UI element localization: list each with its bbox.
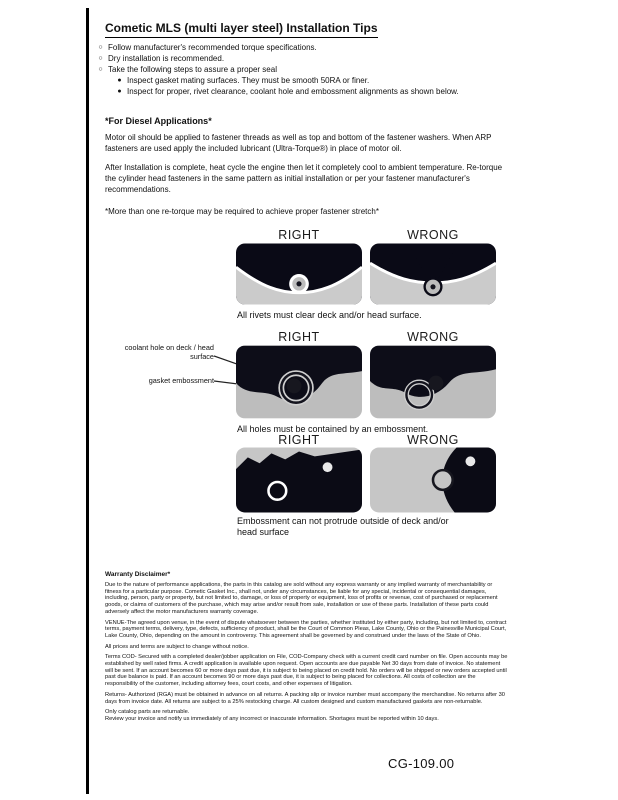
open-bullet-icon: ○ xyxy=(98,55,103,62)
diagram-row3-panels xyxy=(236,447,496,513)
warranty-paragraph: All prices and terms are subject to change without notice. xyxy=(105,643,249,650)
embossment-right-diagram xyxy=(236,447,362,513)
diagram-row1-panels xyxy=(236,243,496,305)
tip-text: Inspect for proper, rivet clearance, coolant hole and embossment alignments as shown below. xyxy=(127,87,459,96)
diagram-row1-labels xyxy=(236,228,496,242)
wrong-label: WRONG xyxy=(407,433,459,447)
right-label: RIGHT xyxy=(278,433,320,447)
wrong-label: WRONG xyxy=(407,228,459,242)
list-item xyxy=(97,75,537,86)
installation-tips-list xyxy=(97,42,537,97)
rivet-clearance-wrong-diagram xyxy=(370,243,496,305)
diagram-row2-panels xyxy=(236,345,496,419)
page-title-text: Cometic MLS (multi layer steel) Installation Tips xyxy=(105,21,378,38)
warranty-disclaimer-section xyxy=(105,571,509,723)
rivet-clearance-right-diagram xyxy=(236,243,362,305)
warranty-paragraph: Returns- Authorized (RGA) must be obtained in advance on all returns. A packing slip or invoice number must accompany the merchandise. No returns after 30 days from invoice date. All returns are subject to a 25% restocking charge. All custom designed and custom manufactured gaskets are non-returnable. xyxy=(105,691,505,705)
warranty-paragraph: VENUE-The agreed upon venue, in the event of dispute whatsoever between the parties, whether instituted by either party, including, but not limited to, contract terms, payment terms, delivery, type, defects, sufficiency of product, shall be the Court of Common Pleas, Lake County, Ohio or the Painesville Municipal Court, Lake County, Ohio, depending on the amount in controversy. This agreement shall be governed by and construed under the laws of the State of Ohio. xyxy=(105,619,507,639)
tip-text: Dry installation is recommended. xyxy=(108,54,225,63)
filled-bullet-icon: ● xyxy=(117,77,122,84)
filled-bullet-icon: ● xyxy=(117,88,122,95)
open-bullet-icon: ○ xyxy=(98,66,103,73)
tip-text: Take the following steps to assure a proper seal xyxy=(108,65,277,74)
diagram-row3-labels xyxy=(236,433,496,447)
embossment-wrong-diagram xyxy=(370,447,496,513)
warranty-paragraph: Only catalog parts are returnable. xyxy=(105,709,190,716)
right-label: RIGHT xyxy=(278,330,320,344)
diagram-row2-caption: All holes must be contained by an embossment. xyxy=(237,424,429,434)
warranty-paragraph: Review your invoice and notify us immediately of any incorrect or inaccurate information. Shortages must be reported within 10 days. xyxy=(105,715,439,722)
diagram-row1-caption: All rivets must clear deck and/or head surface. xyxy=(237,310,422,320)
diesel-applications-heading: *For Diesel Applications* xyxy=(105,116,212,126)
coolant-hole-callout: coolant hole on deck / head surface xyxy=(124,343,214,361)
diagram-row3-caption: Embossment can not protrude outside of deck and/or head surface xyxy=(237,516,449,537)
open-bullet-icon: ○ xyxy=(98,44,103,51)
diesel-paragraph-1: Motor oil should be applied to fastener threads as well as top and bottom of the fastener washers. When ARP fasteners are used apply the included lubricant (Ultra-Torque®) in place of motor oil. xyxy=(105,133,492,153)
page-left-rule xyxy=(86,8,89,794)
right-label: RIGHT xyxy=(278,228,320,242)
list-item xyxy=(97,86,537,97)
list-item xyxy=(97,42,537,53)
warranty-paragraph: Terms COD- Secured with a completed dealer/jobber application on File, COD-Company check with a current credit card number on file. Open accounts may be established by well rated firms. A credit application is available upon request. Open accounts are due payable Net 30 days from date of invoice. No statement will be sent. If an account becomes 60 or more days past due, it is subject to being placed on credit hold. No orders will be shipped or new orders accepted until past due balance is paid. If an account becomes 90 or more days past due, it is subject to being placed for collections. All costs of collection are the responsibility of the customer, including attorney fees, court costs, and other expenses of litigation. xyxy=(105,654,508,688)
diesel-paragraph-2: After Installation is complete, heat cycle the engine then let it completely cool to ambient temperature. Re-torque the cylinder head fasteners in the same pattern as initial installation or per your fastener manufacturer's recommendations. xyxy=(105,163,503,194)
page-code: CG-109.00 xyxy=(388,756,455,771)
coolant-hole-right-diagram xyxy=(236,345,362,419)
retorque-note: *More than one re-torque may be required to achieve proper fastener stretch* xyxy=(105,207,379,216)
list-item xyxy=(97,64,537,75)
tip-text: Inspect gasket mating surfaces. They must be smooth 50RA or finer. xyxy=(127,76,370,85)
wrong-label: WRONG xyxy=(407,330,459,344)
coolant-hole-wrong-diagram xyxy=(370,345,496,419)
gasket-embossment-callout: gasket embossment xyxy=(148,376,214,385)
warranty-paragraph: Due to the nature of performance applications, the parts in this catalog are sold without any express warranty or any implied warranty of merchantability or fitness for a particular purpose. Cometic Gasket Inc., shall not, under any circumstances, be liable for any special, incidental or consequential damages, including, person, party or property, but not limited to, damage, or loss of property or equipment, loss of profits or revenue, cost of purchased or replacement goods, or claims of customers of the purchase, which may arise and/or result from sale, installation or use of these parts. Installation of these parts could adversely affect the motor manufacturers warranty coverage. xyxy=(105,582,498,615)
list-item xyxy=(97,53,537,64)
warranty-heading: Warranty Disclaimer* xyxy=(105,571,171,578)
tip-text: Follow manufacturer's recommended torque specifications. xyxy=(108,43,317,52)
page-title xyxy=(105,19,378,38)
diagram-row2-labels xyxy=(236,330,496,344)
